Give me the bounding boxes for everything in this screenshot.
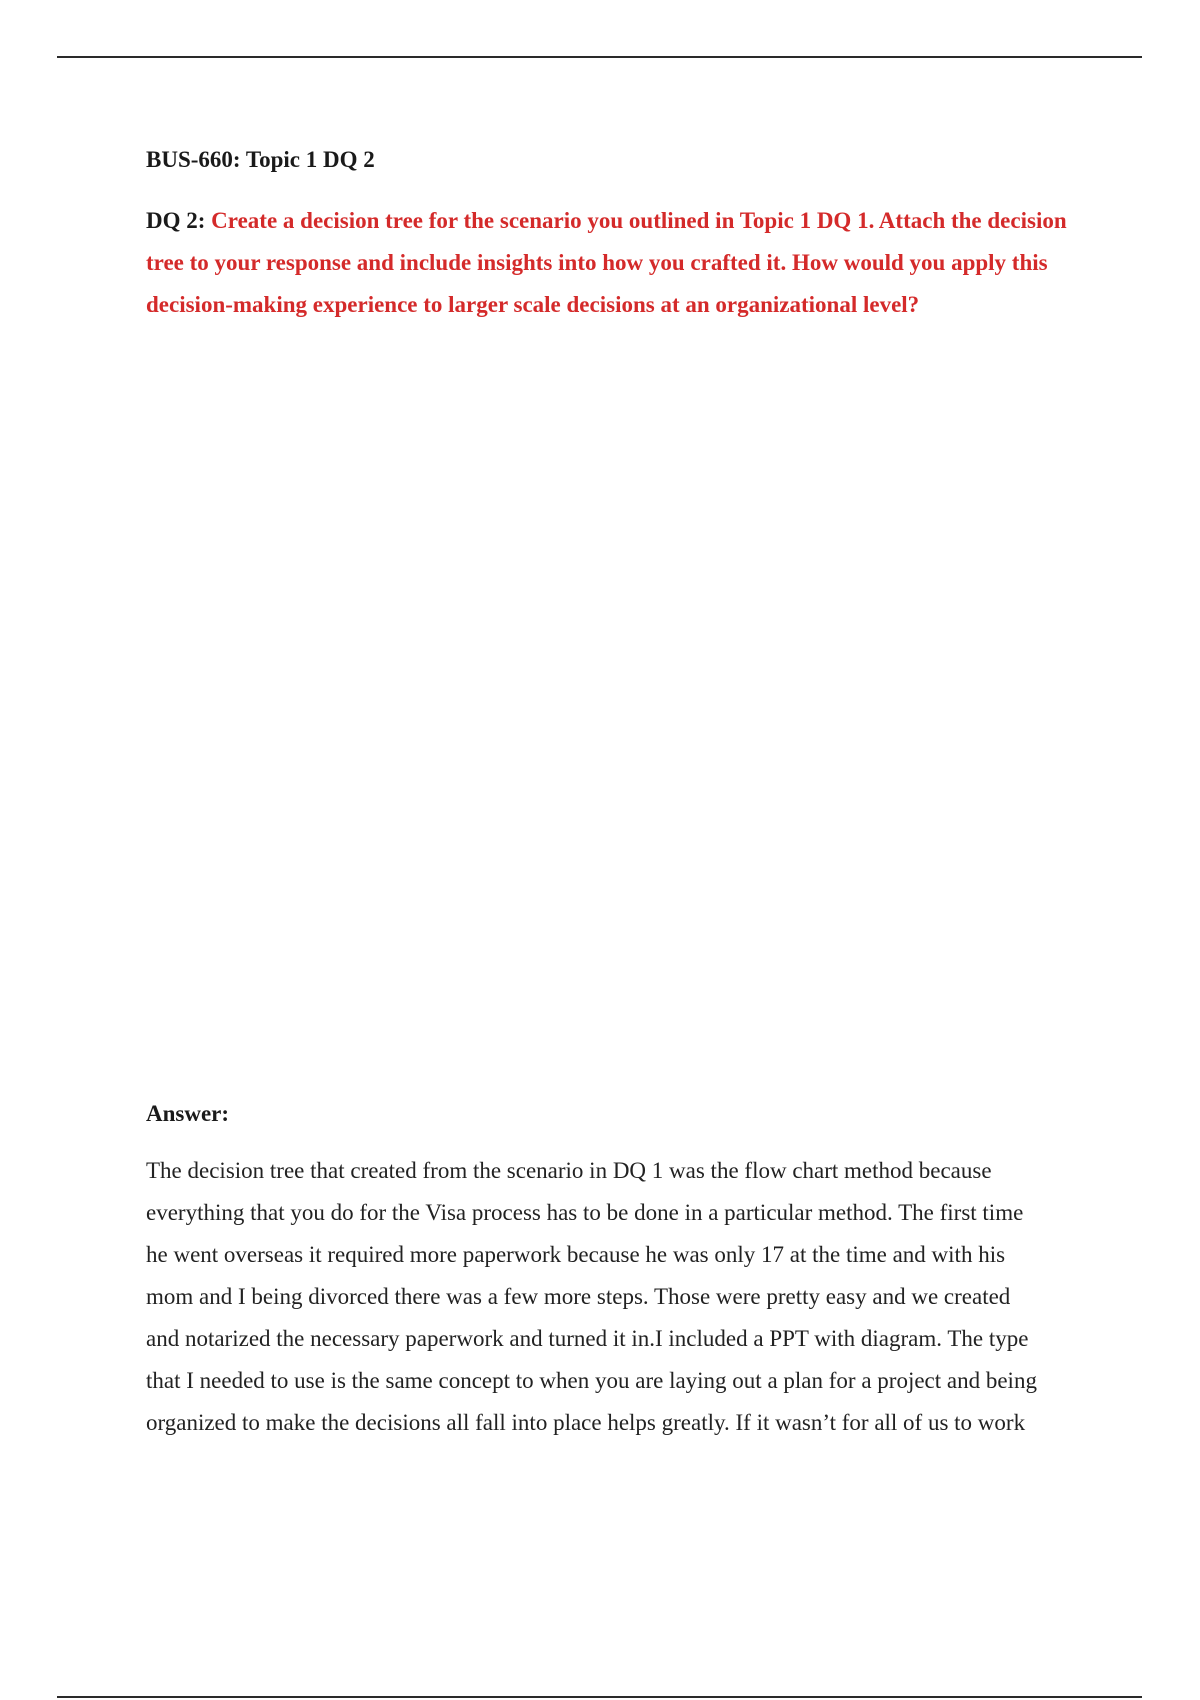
answer-line: organized to make the decisions all fall into place helps greatly. If it wasn’t for all of us to work: [146, 1410, 1026, 1435]
footer-rule: [57, 1696, 1142, 1698]
document-title: BUS-660: Topic 1 DQ 2: [146, 147, 375, 172]
answer-line: The decision tree that created from the scenario in DQ 1 was the flow chart method because: [146, 1158, 992, 1183]
answer-line: that I needed to use is the same concept to when you are laying out a plan for a project and being: [146, 1368, 1037, 1393]
discussion-question: [146, 200, 1091, 326]
answer-line: everything that you do for the Visa process has to be done in a particular method. The first time: [146, 1200, 1024, 1225]
answer-heading: Answer:: [146, 1101, 230, 1126]
answer-line: he went overseas it required more paperwork because he was only 17 at the time and with his: [146, 1242, 1006, 1267]
answer-body: [146, 1150, 1091, 1444]
question-text: Create a decision tree for the scenario you outlined in Topic 1 DQ 1. Attach the decision tree to your response and include insights into how you crafted it. How would you apply this decision-making experience to larger scale decisions at an organizational level?: [146, 208, 1067, 317]
answer-line: and notarized the necessary paperwork and turned it in.I included a PPT with diagram. The type: [146, 1326, 1029, 1351]
question-label: DQ 2:: [146, 208, 212, 233]
answer-line: mom and I being divorced there was a few more steps. Those were pretty easy and we created: [146, 1284, 1011, 1309]
header-rule: [57, 56, 1142, 58]
